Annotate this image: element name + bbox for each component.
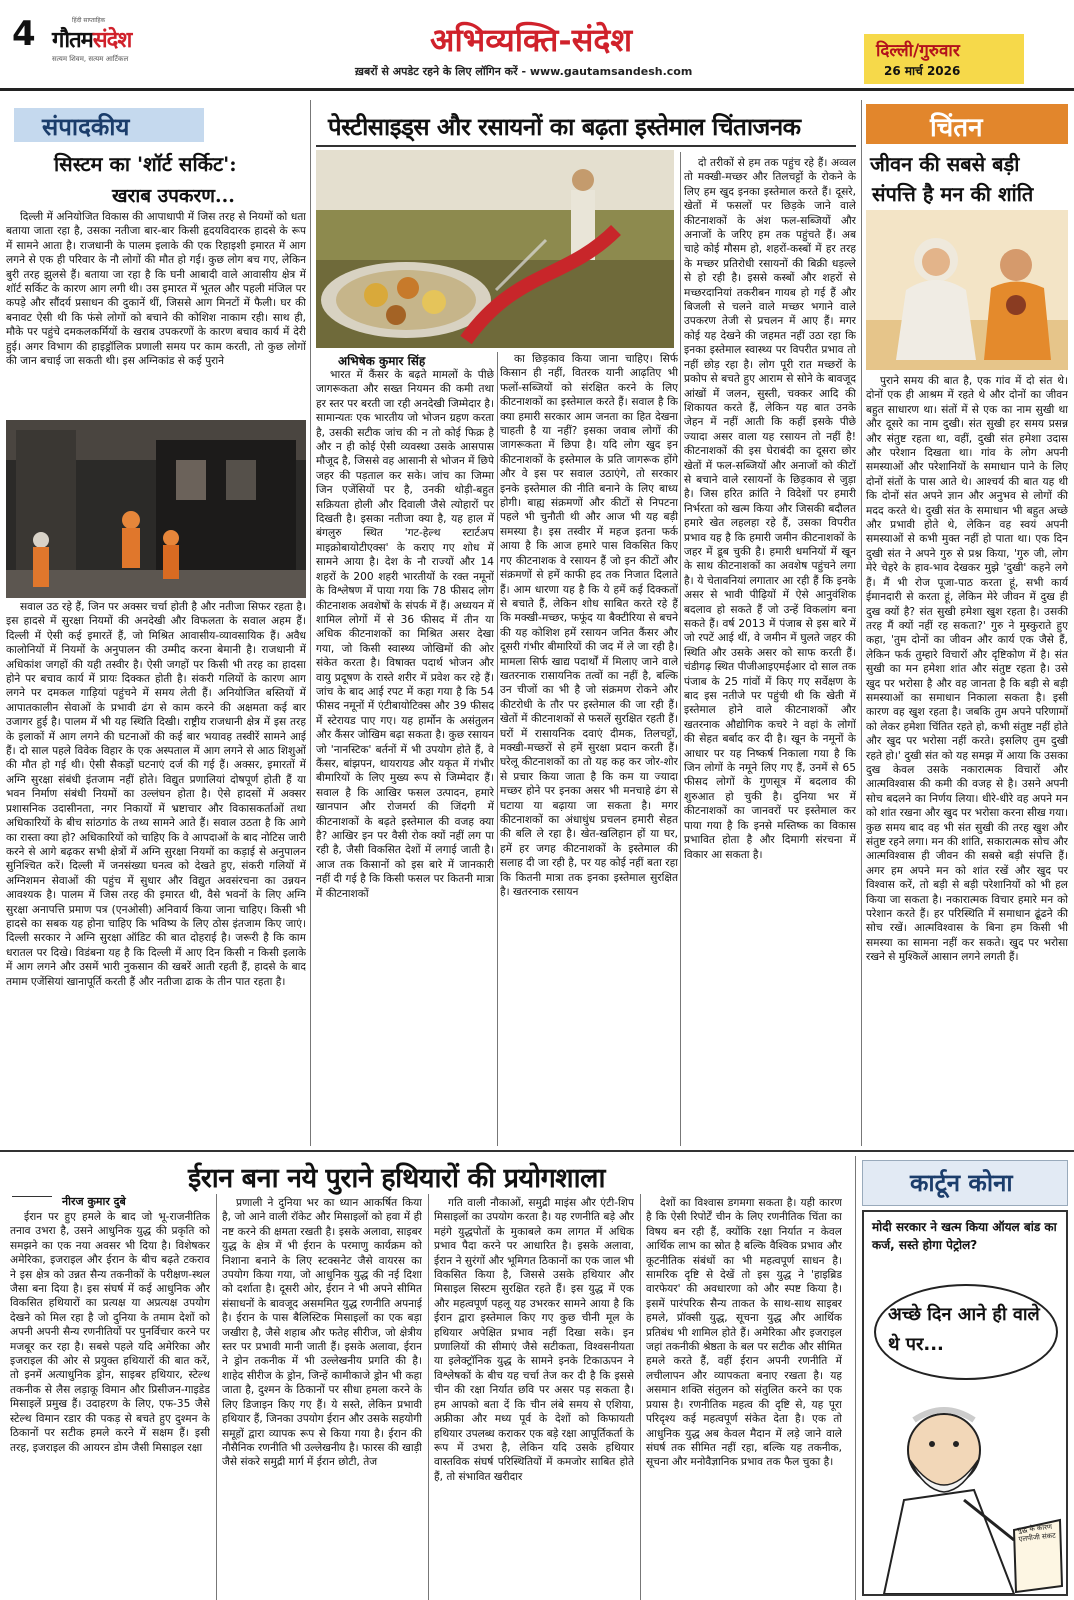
chintan-body: पुराने समय की बात है, एक गांव में दो संत थे। दोनों एक ही आश्रम में रहते थे और दोनों का जीवन बहुत साधारण था। संतों में से एक का नाम सुखी था और दूसरे का नाम दुखी। संत सुखी हर समय प्रसन्न और संतुष्ट रहता था, वहीं, दुखी संत हमेशा उदास और परेशान दिखता था। गांव के लोग अपनी समस्याओं और परेशानियों के समाधान पाने के लिए दोनों संतों के पास आते थे। आश्चर्य की बात यह थी कि दोनों संत अपने ज्ञान और अनुभव से लोगों की मदद करते थे। दुखी संत के समाधान भी बहुत अच्छे और प्रभावी होते थे, लेकिन वह स्वयं अपनी समस्याओं से कभी मुक्त नहीं हो पाता था। एक दिन दुखी संत ने अपने गुरु से प्रश्न किया, 'गुरु जी, लोग मेरे चेहरे के हाव-भाव देखकर मुझे 'दुखी' कहने लगे हैं। मैं भी रोज पूजा-पाठ करता हूं, सभी कार्य ईमानदारी से करता हूं, लेकिन मेरे जीवन में दुख ही दुख क्यों है? संत सुखी हमेशा खुश रहता है। उसकी तरह मैं क्यों नहीं रह सकता?' गुरु ने मुस्कुराते हुए कहा, 'तुम दोनों का जीवन और कार्य एक जैसे हैं, लेकिन फर्क तुम्हारे विचारों और दृष्टिकोण में है। संत सुखी का मन हमेशा शांत और संतुष्ट रहता है। उसे खुद पर भरोसा है और वह जानता है कि बड़ी से बड़ी समस्याओं का समाधान निकाला सकता है। इसी कारण वह खुश रहता है। जबकि तुम अपने परिणामों को लेकर हमेशा चिंतित रहते हो, कभी संतुष्ट नहीं होते और खुद पर भरोसा नहीं करते। इसलिए तुम दुखी रहते हो।' दुखी संत को यह समझ में आया कि उसका दुख केवल उसके नकारात्मक विचारों और आत्मविश्वास की कमी की वजह से है। उसने अपनी सोच बदलने का निर्णय लिया। धीरे-धीरे वह अपने मन को शांत रखना और खुद पर भरोसा करना सीख गया। कुछ समय बाद वह भी संत सुखी की तरह खुश और संतुष्ट रहने लगा। मन की शांति, सकारात्मक सोच और आत्मविश्वास ही जीवन की सबसे बड़ी संपत्ति हैं। अगर हम अपने मन को शांत रखें और खुद पर विश्वास करें, तो बड़ी से बड़ी परेशानियों को भी हल किया जा सकता है। नकारात्मक विचार हमारे मन को परेशान करते हैं। हर परिस्थिति में समाधान ढूंढने की सोच रखें। आत्मविश्वास के बिना हम किसी भी समस्या का सामना नहीं कर सकते। खुद पर भरोसा रखने से मुश्किलें आसान लगने लगती हैं। — [866, 375, 1068, 964]
column-divider — [640, 1194, 641, 1600]
column-divider — [861, 100, 862, 1146]
chintan-title-line2[interactable]: संपत्ति है मन की शांति — [872, 182, 1034, 206]
masthead-rule — [0, 88, 1074, 91]
logo-top-line: हिंदी साप्ताहिक — [72, 17, 106, 24]
editorial-title-line2[interactable]: खराब उपकरण... — [112, 185, 235, 207]
pesticide-column-2: का छिड़काव किया जाना चाहिए। सिर्फ किसान ही नहीं, वितरक यानी आढ़तिए भी फलों-सब्जियों को संरक्षित करने के लिए कीटनाशकों का इस्तेमाल करते हैं। सवाल है कि क्या हमारी सरकार आम जनता का हित देखना चाहती है या नहीं? इसका जवाब लोगों की जागरूकता में छिपा है। यदि लोग खुद इन कीटनाशकों के इस्तेमाल के प्रति जागरूक होंगे और वे इस पर सवाल उठाएंगे, तो सरकार इनके इस्तेमाल की नीति बनाने के लिए बाध्य होगी। बाह्य संक्रमणों और कीटों से निपटना पहले भी चुनौती थी और आज भी यह बड़ी समस्या है। इस तस्वीर में महज इतना फर्क आया है कि आज हमारे पास विकसित किए गए कीटनाशक वे रसायन हैं जो इन कीटों और संक्रमणों से हमें काफी हद तक निजात दिलाते हैं। आम धारणा यह है कि ये हमें कई दिक्कतों से बचाते हैं, लेकिन शोध साबित करते रहे हैं कि मक्खी-मच्छर, फफूंद या बैक्टीरिया से बचने की यह कोशिश हमें रसायन जनित कैंसर और दूसरी गंभीर बीमारियों की जद में ले जा रही है। मामला सिर्फ खाद्य पदार्थों में मिलाए जाने वाले खतरनाक रासायनिक तत्वों का नहीं है, बल्कि उन चीजों का भी है जो संक्रमण रोकने और कीटरोधी के तौर पर इस्तेमाल की जा रही हैं। खेतों में कीटनाशकों से फसलें सुरक्षित रहती हैं। घरों में रासायनिक दवाएं दीमक, तिलचट्टों, मक्खी-मच्छरों से हमें सुरक्षा प्रदान करती हैं। घरेलू कीटनाशकों का तो यह कह कर जोर-शोर से प्रचार किया जाता है कि कम या ज्यादा मच्छर होने पर इनका असर भी मनचाहे ढंग से घटाया या बढ़ाया जा सकता है। मगर कीटनाशकों का अंधाधुंध प्रचलन हमारी सेहत की बलि ले रहा है। खेत-खलिहान हों या घर, हमें हर जगह कीटनाशकों के इस्तेमाल की सलाह दी जा रही है, पर यह कोई नहीं बता रहा कि कितनी मात्रा तक इनका इस्तेमाल सुरक्षित है। खतरनाक रसायन — [500, 353, 678, 899]
iran-column-2: प्रणाली ने दुनिया भर का ध्यान आकर्षित किया है, जो आने वाली रॉकेट और मिसाइलों को हवा में ही नष्ट करने की क्षमता रखती है। इसके अलावा, साइबर युद्ध के क्षेत्र में भी ईरान के परमाणु कार्यक्रम को निशाना बनाने के लिए स्टक्सनेट जैसे वायरस का उपयोग किया गया, जो आधुनिक युद्ध की नई दिशा को दर्शाता है। दूसरी ओर, ईरान ने भी अपने सीमित संसाधनों के बावजूद असममित युद्ध रणनीति अपनाई है। ईरान के पास बैलिस्टिक मिसाइलों का एक बड़ा जखीरा है, जैसे शहाब और फतेह सीरीज, जो क्षेत्रीय स्तर पर प्रभावी मानी जाती हैं। इसके अलावा, ईरान ने ड्रोन तकनीक में भी उल्लेखनीय प्रगति की है। शाहेद सीरीज के ड्रोन, जिन्हें कामीकाजे ड्रोन भी कहा जाता है, दुश्मन के ठिकानों पर सीधा हमला करने के लिए डिजाइन किए गए हैं। ये सस्ते, लेकिन प्रभावी हथियार हैं, जिनका उपयोग ईरान और उसके सहयोगी समूहों द्वारा व्यापक रूप से किया गया है। ईरान की नौसैनिक रणनीति भी उल्लेखनीय है। फारस की खाड़ी जैसे संकरे समुद्री मार्ग में ईरान छोटी, तेज — [222, 1197, 422, 1469]
pesticide-headline[interactable]: पेस्टीसाइड्स और रसायनों का बढ़ता इस्तेमाल चिंताजनक — [328, 112, 801, 141]
editorial-title-line1[interactable]: सिस्टम का 'शॉर्ट सर्किट': — [54, 152, 237, 176]
logo-name-part1: गौतम — [52, 27, 93, 53]
paper-logo[interactable] — [52, 16, 182, 63]
pesticide-byline: अभिषेक कुमार सिंह — [338, 354, 426, 368]
cartoon-sign-text: युद्ध के कारण एलपीजी संकट — [1017, 1522, 1057, 1544]
byline-rule — [12, 1196, 52, 1197]
logo-name-part2: संदेश — [92, 27, 132, 53]
editorial-body-part1: दिल्ली में अनियोजित विकास की आपाधापी में जिस तरह से नियमों को धता बताया जाता रहा है, उसका नतीजा बार-बार किसी हृदयविदारक हादसे के रूप में सामने आता है। राजधानी के पालम इलाके की एक रिहाइशी इमारत में आग लगने से एक ही परिवार के नौ लोगों की मौत हो गई। कुछ लोग बच गए, लेकिन बुरी तरह झुलसे हैं। बताया जा रहा है कि घनी आबादी वाले आवासीय क्षेत्र में शॉर्ट सर्किट के कारण आग लगी थी। उस इमारत में भूतल और पहली मंजिल पर कपड़े और सौंदर्य प्रसाधन की दुकानें थीं, जिससे आग मिनटों में फैली। घर की बनावट ऐसी थी कि फंसे लोगों को बचाने की कोशिश नाकाम रही। साथ ही, मौके पर पहुंचे दमकलकर्मियों के खराब उपकरणों के कारण बचाव कार्य में देरी हुई। अगर विभाग की हाइड्रॉलिक प्रणाली समय पर काम करती, तो कुछ लोगों की जान बचाई जा सकती थी। इस अग्निकांड से कई पुराने — [6, 211, 306, 368]
cartoon-caption: मोदी सरकार ने खत्म किया ऑयल बांड का कर्ज, सस्ते होगा पेट्रोल? — [872, 1220, 1057, 1252]
chintan-label: चिंतन — [930, 113, 983, 143]
column-divider — [428, 1194, 429, 1600]
editorial-label: संपादकीय — [42, 112, 130, 141]
iran-byline: नीरज कुमार दुबे — [62, 1195, 126, 1208]
pesticide-spray-photo — [316, 150, 674, 348]
column-divider — [855, 1156, 856, 1600]
fire-rescue-photo — [6, 420, 306, 598]
iran-column-1: ईरान पर हुए हमले के बाद जो भू-राजनीतिक तनाव उभरा है, उसने आधुनिक युद्ध की प्रकृति को समझने का एक नया अवसर भी दिया है। विशेषकर अमेरिका, इजराइल और ईरान के बीच बढ़ते टकराव ने इस क्षेत्र को उन्नत सैन्य तकनीकों के परीक्षण-स्थल जैसा बना दिया है। इस संघर्ष में कई आधुनिक और विकसित हथियारों का प्रत्यक्ष या अप्रत्यक्ष उपयोग देखने को मिल रहा है जो दुनिया के तमाम देशों को अपनी अपनी सैन्य रणनीतियों पर पुनर्विचार करने पर मजबूर कर रहा है। सबसे पहले यदि अमेरिका और इजराइल की ओर से प्रयुक्त हथियारों की बात करें, तो इनमें अत्याधुनिक ड्रोन, साइबर हथियार, स्टेल्थ तकनीक से लैस लड़ाकू विमान और प्रिसीजन-गाइडेड मिसाइलें प्रमुख हैं। उदाहरण के लिए, एफ-35 जैसे स्टेल्थ विमान रडार की पकड़ से बचते हुए दुश्मन के ठिकानों पर सटीक हमले करने में सक्षम हैं। इसी तरह, इजराइल की आयरन डोम जैसी मिसाइल रक्षा — [10, 1211, 210, 1454]
pesticide-column-1: भारत में कैंसर के बढ़ते मामलों के पीछे जागरूकता और सख्त नियमन की कमी तथा हर स्तर पर बरती जा रही अनदेखी जिम्मेदार है। सामान्यतः एक भारतीय जो भोजन ग्रहण करता है, उसकी सटीक जांच की न तो कोई फिक्र है और न ही कोई ऐसी व्यवस्था उसके आसपास मौजूद है, जिससे वह आसानी से भोजन में छिपे जहर की पड़ताल कर सके। जांच का जिम्मा जिन एजेंसियों पर है, उनकी थोड़ी-बहुत सक्रियता होली और दिवाली जैसे त्योहारों पर दिखती है। इसका नतीजा क्या है, यह हाल में बंगलुरु स्थित 'गट-हेल्थ स्टार्टअप माइक्रोबायोटीएक्स' के कराए गए शोध में सामने आया है। देश के नौ राज्यों और 14 शहरों के 200 शहरी भारतीयों के रक्त नमूनों के विश्लेषण में पाया गया कि 78 फीसद लोग कीटनाशक अवशेषों के संपर्क में हैं। अध्ययन में शामिल लोगों में से 36 फीसद में तीन या अधिक कीटनाशकों का मिश्रित असर देखा गया, जो किसी स्वास्थ्य जोखिमों की ओर संकेत करता है। विषाक्त पदार्थ भोजन और वायु प्रदूषण के रास्ते शरीर में प्रवेश कर रहे हैं। जांच के बाद आई रपट में कहा गया है कि 54 फीसद नमूनों में एंटीबायोटिक्स और 39 फीसद में स्टेरायड पाए गए। यह हार्मोन के असंतुलन और कैंसर जोखिम बढ़ा सकता है। कुछ रसायन जो 'नानस्टिक' बर्तनों में भी उपयोग होते हैं, वे कैंसर, बांझपन, थायरायड और यकृत में गंभीर बीमारियों के लिए मुख्य रूप से जिम्मेदार हैं। सवाल है कि आखिर फसल उत्पादन, हमारे खानपान और रोजमर्रा की जिंदगी में कीटनाशकों के बढ़ते इस्तेमाल की वजह क्या है? आखिर इन पर वैसी रोक क्यों नहीं लग पा रही है, जैसी विकसित देशों में लगाई जाती है। आज तक किसानों को इस बारे में जानकारी नहीं दी गई है कि किसी फसल पर कितनी मात्रा में कीटनाशकों — [316, 369, 494, 900]
speech-bubble-text: अच्छे दिन आने ही वाले थे पर... — [888, 1304, 1040, 1355]
editorial-body-part2: सवाल उठ रहे हैं, जिन पर अक्सर चर्चा होती है और नतीजा सिफर रहता है। इस हादसे में सुरक्षा नियमों की अनदेखी और विफलता के सवाल अहम हैं। दिल्ली में ऐसी कई इमारतें हैं, जो मिश्रित आवासीय-व्यावसायिक हैं। अवैध कालोनियों में नियमों के अनुपालन की उम्मीद करना बेमानी है। राजधानी में अधिकांश जगहों की यही तस्वीर है। ऐसी जगहों पर किसी भी तरह का हादसा होने पर बचाव कार्य में प्रायः दिक्कत होती है। संकरी गलियों के कारण आग लगने पर दमकल गाड़ियां पहुंचने में समय लेती हैं। अनियोजित बस्तियों में आपातकालीन सेवाओं के प्रभावी ढंग से काम करने की अक्षमता कई बार उजागर हुई है। पालम में भी यह स्थिति दिखी। राष्ट्रीय राजधानी क्षेत्र में इस तरह के इलाकों में आग लगने की घटनाओं की कई बार भयावह तस्वीरें सामने आई हैं। दो साल पहले विवेक विहार के एक अस्पताल में आग लगने से आठ शिशुओं की मौत हो गई थी। ऐसी सैकड़ों घटनाएं दर्ज की गई हैं। अक्सर, इमारतों में अग्नि सुरक्षा संबंधी इंतजाम नहीं होते। विद्युत प्रणालियां दोषपूर्ण होती हैं या भवन निर्माण संबंधी नियमों का उल्लंघन होता है। ऐसे हादसों में अक्सर प्रशासनिक उदासीनता, नगर निकायों में भ्रष्टाचार और विकासकर्ताओं तथा अधिकारियों के बीच सांठगांठ के तथ्य सामने आते हैं। सवाल उठता है कि आगे का रास्ता क्या हो? अधिकारियों को चाहिए कि वे आपदाओं के बाद नोटिस जारी करने से आगे बढ़कर सभी क्षेत्रों में अग्नि सुरक्षा नियमों का कड़ाई से अनुपालन सुनिश्चित करें। दिल्ली में जनसंख्या घनत्व को देखते हुए, संकरी गलियों में अग्निशमन सेवाओं की पहुंच में सुधार और विद्युत अवसंरचना का उन्नयन आवश्यक है। पालम में जिस तरह की इमारत थी, वैसे भवनों के लिए अग्नि सुरक्षा अनापत्ति प्रमाण पत्र (एनओसी) अनिवार्य किया जाना चाहिए। किसी भी हादसे का सबक यह होना चाहिए कि भविष्य के लिए ठोस इंतजाम किए जाएं। दिल्ली सरकार ने अग्नि सुरक्षा ऑडिट की बात दोहराई है। जरूरी है कि काम धरातल पर दिखे। विडंबना यह है कि दिल्ली में आए दिन किसी न किसी इलाके में आग लगने और उसमें भारी नुकसान की खबरें आती रहती हैं, हादसे के बाद तमाम एजेंसियां खानापूर्ति करती हैं और नतीजा ढाक के तीन पात रहता है। — [6, 601, 306, 988]
chintan-title-line1[interactable]: जीवन की सबसे बड़ी — [870, 152, 1020, 176]
section-title: अभिव्यक्ति-संदेश — [430, 21, 633, 59]
saints-illustration — [866, 210, 1068, 370]
iran-column-3: गति वाली नौकाओं, समुद्री माइंस और एंटी-शिप मिसाइलों का उपयोग करता है। यह रणनीति बड़े और महंगे युद्धपोतों के मुकाबले कम लागत में अधिक प्रभाव पैदा करने पर आधारित है। इसके अलावा, ईरान ने सुरंगों और भूमिगत ठिकानों का एक जाल भी विकसित किया है, जिससे उसके हथियार और मिसाइल सिस्टम सुरक्षित रहते हैं। इस युद्ध में एक और महत्वपूर्ण पहलू यह उभरकर सामने आया है कि ईरान द्वारा इस्तेमाल किए गए कुछ चीनी मूल के हथियार अपेक्षित प्रभाव नहीं दिखा सके। इन प्रणालियों की सीमाएं जैसे सटीकता, विश्वसनीयता या इलेक्ट्रॉनिक युद्ध के सामने इनके टिकाऊपन ने विश्लेषकों के बीच यह चर्चा तेज कर दी है कि इससे चीन की रक्षा निर्यात छवि पर असर पड़ सकता है। हम आपको बता दें कि चीन लंबे समय से एशिया, अफ्रीका और मध्य पूर्व के देशों को किफायती हथियार उपलब्ध कराकर एक बड़े रक्षा आपूर्तिकर्ता के रूप में उभरा है, लेकिन यदि उसके हथियार वास्तविक संघर्ष परिस्थितियों में कमजोर साबित होते हैं, तो संभावित खरीदार — [434, 1197, 634, 1483]
page-number: 4 — [12, 14, 36, 54]
section-rule — [0, 1150, 1074, 1152]
column-divider — [497, 352, 498, 1146]
cartoon-label: कार्टून कोना — [910, 1168, 1013, 1197]
column-divider — [680, 152, 681, 1146]
iran-column-4: देशों का विश्वास डगमगा सकता है। यही कारण है कि ऐसी रिपोर्टें चीन के लिए रणनीतिक चिंता का विषय बन रही हैं, क्योंकि रक्षा निर्यात न केवल आर्थिक लाभ का स्रोत है बल्कि वैश्विक प्रभाव और कूटनीतिक संबंधों का भी महत्वपूर्ण साधन है। सामरिक दृष्टि से देखें तो इस युद्ध ने 'हाइब्रिड वारफेयर' की अवधारणा को और स्पष्ट किया है। इसमें पारंपरिक सैन्य ताकत के साथ-साथ साइबर हमले, प्रॉक्सी युद्ध, सूचना युद्ध और आर्थिक प्रतिबंध भी शामिल होते हैं। अमेरिका और इजराइल जहां तकनीकी श्रेष्ठता के बल पर सटीक और सीमित हमले करते हैं, वहीं ईरान अपनी रणनीति में लचीलापन और व्यापकता बनाए रखता है। यह असमान शक्ति संतुलन को संतुलित करने का एक प्रयास है। रणनीतिक महत्व की दृष्टि से, यह पूरा परिदृश्य कई महत्वपूर्ण संकेत देता है। एक तो आधुनिक युद्ध अब केवल मैदान में लड़े जाने वाले संघर्ष तक सीमित नहीं रहा, बल्कि यह तकनीक, सूचना और मनोवैज्ञानिक प्रभाव तक फैल चुका है। — [646, 1197, 842, 1469]
cartoon-drawing — [864, 1380, 1066, 1594]
column-divider — [310, 100, 311, 1146]
city-day: दिल्ली/गुरुवार — [876, 41, 960, 61]
pesticide-column-3: दो तरीकों से हम तक पहुंच रहे हैं। अव्वल तो मक्खी-मच्छर और तिलचट्टों के रोकने के लिए हम खुद इनका इस्तेमाल करते हैं। दूसरे, खेतों में फसलों पर छिड़के जाने वाले कीटनाशकों के अंश फल-सब्जियों और अनाजों के जरिए हम तक पहुंचते हैं। अब चाहे कोई मौसम हो, शहरों-कस्बों में हर तरह के मच्छर प्रतिरोधी रसायनों की बिक्री धड़ल्ले से हो रही है। इससे कस्बों और शहरों से मच्छरदानियां तकरीबन गायब हो गई हैं और बिजली से चलने वाले मच्छर भगाने वाले उपकरण तेजी से प्रचलन में आए हैं। मगर कोई यह देखने की जहमत नहीं उठा रहा कि इनका इस्तेमाल स्वास्थ्य पर विपरीत प्रभाव तो नहीं छोड़ रहा है। लोग पूरी रात मच्छरों के प्रकोप से बचते हुए आराम से सोने के बावजूद आंखों में जलन, सुस्ती, चक्कर आदि की शिकायत करते हैं, लेकिन यह बात उनके जेहन में नहीं आती कि कहीं इसके पीछे ज्यादा असर वाला यह रसायन तो नहीं है! कीटनाशकों की इस घेराबंदी का दूसरा छोर खेतों में फल-सब्जियों और अनाजों को कीटों से बचाने वाले रसायनों के छिड़काव से जुड़ा है। जिस हरित क्रांति ने विदेशों पर हमारी निर्भरता को खत्म किया और जिसकी बदौलत हमारे खेत लहलहा रहे हैं, उसका विपरीत प्रभाव यह है कि हमारी जमीन कीटनाशकों के जहर में डूब चुकी है। हमारी धमनियों में खून के साथ कीटनाशकों का अवशेष पहुंचने लगा है। ये चेतावनियां लगातार आ रही हैं कि इनके असर से भावी पीढ़ियों में ऐसे आनुवंशिक बदलाव हो सकते हैं जो उन्हें विकलांग बना सकते हैं। वर्ष 2013 में पंजाब से इस बारे में जो रपटें आई थीं, वे जमीन में घुलते जहर की स्थिति और उसके असर को साफ करती हैं। चंडीगढ़ स्थित पीजीआइएमईआर दो साल तक पंजाब के 25 गांवों में किए गए सर्वेक्षण के बाद इस नतीजे पर पहुंची थी कि खेती में इस्तेमाल होने वाले कीटनाशकों और खतरनाक औद्योगिक कचरे ने वहां के लोगों की सेहत बर्बाद कर दी है। खून के नमूनों के आधार पर यह निष्कर्ष निकाला गया है कि जिन लोगों के नमूने लिए गए हैं, उनमें से 65 फीसद लोगों के गुणसूत्र में बदलाव की शुरुआत हो चुकी है। दुनिया भर में कीटनाशकों का जानवरों पर इस्तेमाल कर पाया गया है कि इनसे मस्तिष्क का विकास प्रभावित होता है और दिमागी संरचना में विकार आ सकता है। — [684, 157, 856, 861]
masthead — [0, 0, 1074, 92]
logo-tagline: सत्यम शिवम, सत्यम आर्टिकल — [52, 55, 129, 63]
iran-headline[interactable]: ईरान बना नये पुराने हथियारों की प्रयोगशाला — [188, 1163, 605, 1194]
headline-rule — [316, 145, 856, 147]
website-tagline[interactable]: ख़बरों से अपडेट रहने के लिए लॉगिन करें - www.gautamsandesh.com — [355, 65, 693, 78]
issue-date: 26 मार्च 2026 — [884, 64, 961, 78]
column-divider — [216, 1194, 217, 1600]
